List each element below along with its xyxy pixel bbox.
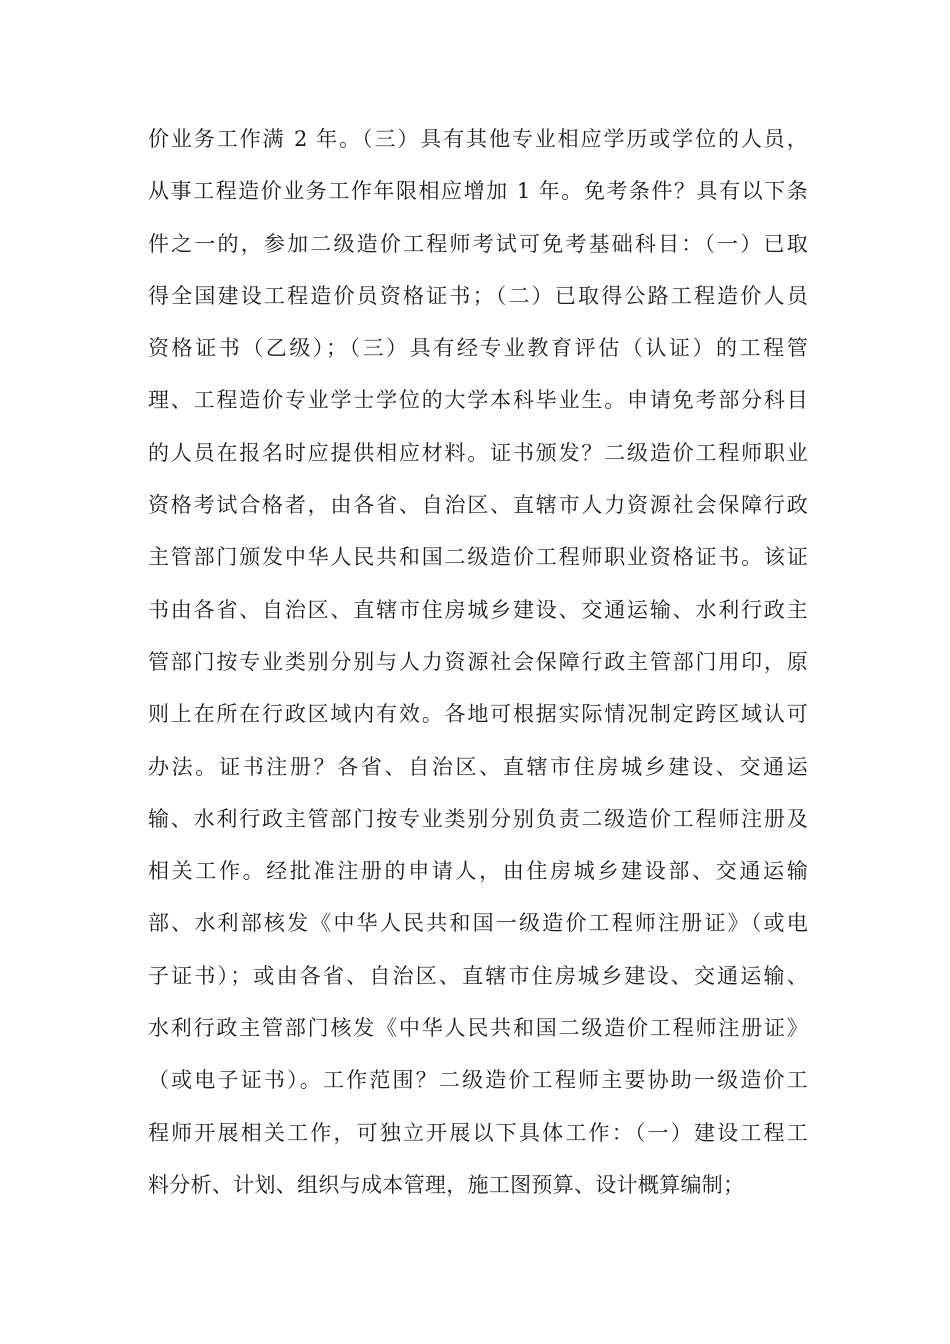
text-line: 相关工作。经批准注册的申请人，由住房城乡建设部、交通运输 [148, 859, 808, 884]
text-line: 水利行政主管部门核发《中华人民共和国二级造价工程师注册证》 [148, 1016, 808, 1041]
text-line: 从事工程造价业务工作年限相应增加 1 年。免考条件？具有以下条 [148, 179, 808, 204]
text-line: 子证书）；或由各省、自治区、直辖市住房城乡建设、交通运输、 [148, 963, 808, 988]
text-line: 办法。证书注册？各省、自治区、直辖市住房城乡建设、交通运 [148, 754, 808, 779]
text-line: 理、工程造价专业学士学位的大学本科毕业生。申请免考部分科目 [148, 388, 808, 413]
text-line: 书由各省、自治区、直辖市住房城乡建设、交通运输、水利行政主 [148, 597, 808, 622]
text-line: （或电子证书）。工作范围？二级造价工程师主要协助一级造价工 [148, 1068, 808, 1093]
text-line: 件之一的，参加二级造价工程师考试可免考基础科目：（一）已取 [148, 231, 808, 256]
text-line: 资格考试合格者，由各省、自治区、直辖市人力资源社会保障行政 [148, 493, 808, 518]
text-line: 管部门按专业类别分别与人力资源社会保障行政主管部门用印，原 [148, 649, 808, 674]
text-line: 部、水利部核发《中华人民共和国一级造价工程师注册证》（或电 [148, 911, 808, 936]
text-line: 料分析、计划、组织与成本管理，施工图预算、设计概算编制； [148, 1172, 745, 1197]
text-line: 的人员在报名时应提供相应材料。证书颁发？二级造价工程师职业 [148, 440, 808, 465]
text-line: 得全国建设工程造价员资格证书；（二）已取得公路工程造价人员 [148, 283, 808, 308]
text-line: 输、水利行政主管部门按专业类别分别负责二级造价工程师注册及 [148, 806, 808, 831]
text-line: 资格证书（乙级）；（三）具有经专业教育评估（认证）的工程管 [148, 336, 808, 361]
text-line: 主管部门颁发中华人民共和国二级造价工程师职业资格证书。该证 [148, 545, 808, 570]
text-line: 程师开展相关工作，可独立开展以下具体工作：（一）建设工程工 [148, 1120, 808, 1145]
text-line: 则上在所在行政区域内有效。各地可根据实际情况制定跨区域认可 [148, 702, 808, 727]
body-text [148, 116, 808, 1214]
text-line: 价业务工作满 2 年。（三）具有其他专业相应学历或学位的人员， [148, 127, 808, 151]
